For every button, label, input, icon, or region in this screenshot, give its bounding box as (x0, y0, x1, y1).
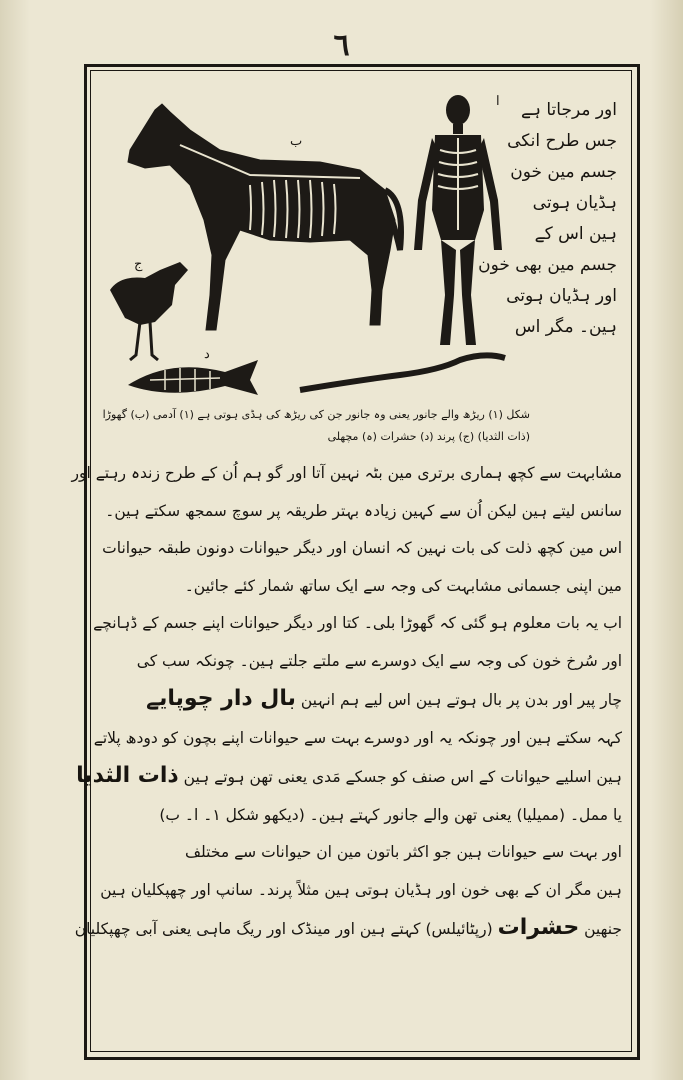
body-line: مشابہت سے کچھ ہماری برتری مین بٹہ نہین آتا اور گو ہم اُن کے طرح زندہ رہتے اور (71, 464, 622, 482)
bird-skeleton-figure (110, 262, 188, 360)
caption-line: شکل (۱) ریڑھ والے جانور یعنی وہ جانور جن کی ریڑھ کی ہڈی ہوتی ہے (۱) آدمی (ب) گھوڑا (102, 408, 530, 421)
side-text-line: جس طرح انکی (507, 131, 617, 151)
side-text-column (478, 95, 617, 343)
snake-skeleton-figure (300, 355, 505, 390)
side-text-line: ہڈیان ہوتی (532, 193, 617, 213)
figure-caption (102, 404, 530, 448)
body-line: اب یہ بات معلوم ہو گئی کہ گھوڑا بلی۔ کتا اور دیگر حیوانات اپنے جسم کے ڈہانچے (93, 614, 622, 632)
body-line-segment: چار پیر اور بدن پر بال ہوتے ہین اس لیے ہم انہین (300, 691, 622, 709)
emphasis-bal-dar-chaupaye: بال دار چوپایے (146, 686, 296, 711)
skeleton-illustration (100, 90, 520, 400)
side-text-line: ہین اس کے (534, 224, 617, 244)
body-line: مین اپنی جسمانی مشابہت کی وجہ سے ایک ساتھ شمار کئے جائین۔ (184, 576, 622, 595)
fish-skeleton-figure (128, 360, 258, 395)
figure-label-a: ا (496, 94, 500, 109)
emphasis-hashraat: حشرات (497, 915, 580, 940)
body-line: ہین مگر ان کے بھی خون اور ہڈیان ہوتی ہین مثلاً پرند۔ سانپ اور چھپکلیان ہین (100, 880, 622, 899)
body-line: کہہ سکتے ہین اور چونکہ یہ اور دوسرے بہت سے حیوانات اپنے بچون کو دودھ پلاتے (93, 728, 622, 747)
figure-label-b: ب (290, 134, 303, 149)
body-line-with-emphasis (76, 757, 622, 797)
human-skeleton-figure (414, 95, 502, 345)
side-text-line: ہین۔ مگر اس (514, 317, 617, 337)
side-text-line: جسم مین بھی خون (478, 255, 617, 275)
figure-label-d: د (204, 347, 210, 362)
body-line-segment: (رپٹائیلس) کہتے ہین اور مینڈک اور ریگ ماہی یعنی آبی چھپکلیان (74, 920, 493, 938)
body-text (71, 455, 622, 949)
body-line-segment: جنھین (584, 920, 622, 938)
body-line-with-emphasis (96, 680, 622, 720)
body-line: یا ممل۔ (ممیلیا) یعنی تھن والے جانور کہتے ہین۔ (دیکھو شکل ۱۔ ا۔ ب) (159, 805, 622, 824)
side-text-line: جسم مین خون (510, 162, 617, 182)
body-line: اور بہت سے حیوانات ہین جو اکثر باتون مین ان حیوانات سے مختلف (185, 843, 622, 861)
body-line: اس مین کچھ ذلت کی بات نہین کہ انسان اور دیگر حیوانات دونون طبقہ حیوانات (102, 539, 622, 557)
body-line: اور سُرخ خون کی وجہ سے ایک دوسرے سے ملتے جلتے ہین۔ چونکہ سب کی (136, 651, 622, 670)
side-text-line: اور مرجاتا ہے (521, 100, 617, 120)
body-line: سانس لیتے ہین لیکن اُن سے کہین زیادہ بہتر طریقہ پر سوچ سمجھ سکتے ہین۔ (105, 501, 622, 520)
figure-label-c: ج (134, 257, 143, 272)
caption-line: (ذات الثدیا) (ج) پرند (د) حشرات (ہ) مچھلی (327, 430, 530, 443)
body-line-with-emphasis (74, 909, 622, 949)
side-text-line: اور ہڈیان ہوتی (506, 286, 617, 306)
page-number: ٦ (333, 28, 350, 63)
body-line-segment: ہین اسلیے حیوانات کے اس صنف کو جسکے مَدی یعنی تھن ہوتے ہین (183, 768, 622, 786)
emphasis-zaat-ul-sadiya: ذات الثدیا (76, 763, 179, 788)
